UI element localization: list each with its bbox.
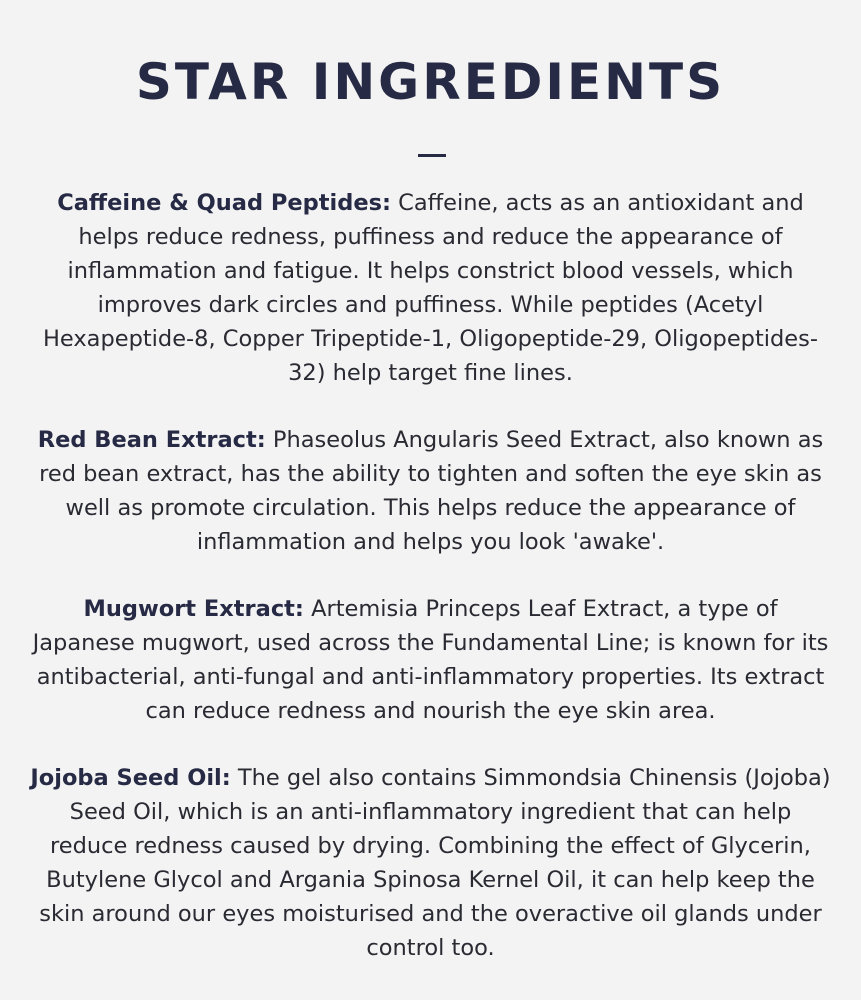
ingredient-description: The gel also contains Simmondsia Chinensis (Jojoba) Seed Oil, which is an anti-inflammatory ingredient that can help reduce redness caused by drying. Combining the effect of Glycerin, Butylene Glycol and Argania Spinosa Kernel Oil, it can help keep the skin around our eyes moisturised and the overactive oil glands under control too. bbox=[39, 765, 831, 961]
ingredient-paragraph bbox=[30, 423, 831, 559]
ingredient-description: Phaseolus Angularis Seed Extract, also known as red bean extract, has the ability to tighten and soften the eye skin as well as promote circulation. This helps reduce the appearance of inflammation and helps you look 'awake'. bbox=[39, 427, 824, 555]
ingredient-name: Caffeine & Quad Peptides: bbox=[57, 190, 392, 216]
page-title: STAR INGREDIENTS bbox=[135, 53, 726, 111]
ingredient-name: Mugwort Extract: bbox=[83, 596, 304, 622]
ingredient-name: Jojoba Seed Oil: bbox=[30, 765, 231, 791]
ingredient-name: Red Bean Extract: bbox=[37, 427, 266, 453]
ingredient-list bbox=[30, 186, 831, 998]
title-divider bbox=[418, 154, 446, 157]
ingredient-paragraph bbox=[30, 186, 831, 390]
ingredient-description: Artemisia Princeps Leaf Extract, a type of Japanese mugwort, used across the Fundamental Line; is known for its antibacterial, anti-fungal and anti-inflammatory properties. Its extract can reduce redness and nourish the eye skin area. bbox=[32, 596, 829, 724]
ingredient-paragraph bbox=[30, 761, 831, 965]
ingredient-paragraph bbox=[30, 592, 831, 728]
ingredient-description: Caffeine, acts as an antioxidant and helps reduce redness, puffiness and reduce the appearance of inflammation and fatigue. It helps constrict blood vessels, which improves dark circles and puffiness. While peptides (Acetyl Hexapeptide-8, Copper Tripeptide-1, Oligopeptide-29, Oligopeptides-32) help target fine lines. bbox=[42, 190, 818, 386]
